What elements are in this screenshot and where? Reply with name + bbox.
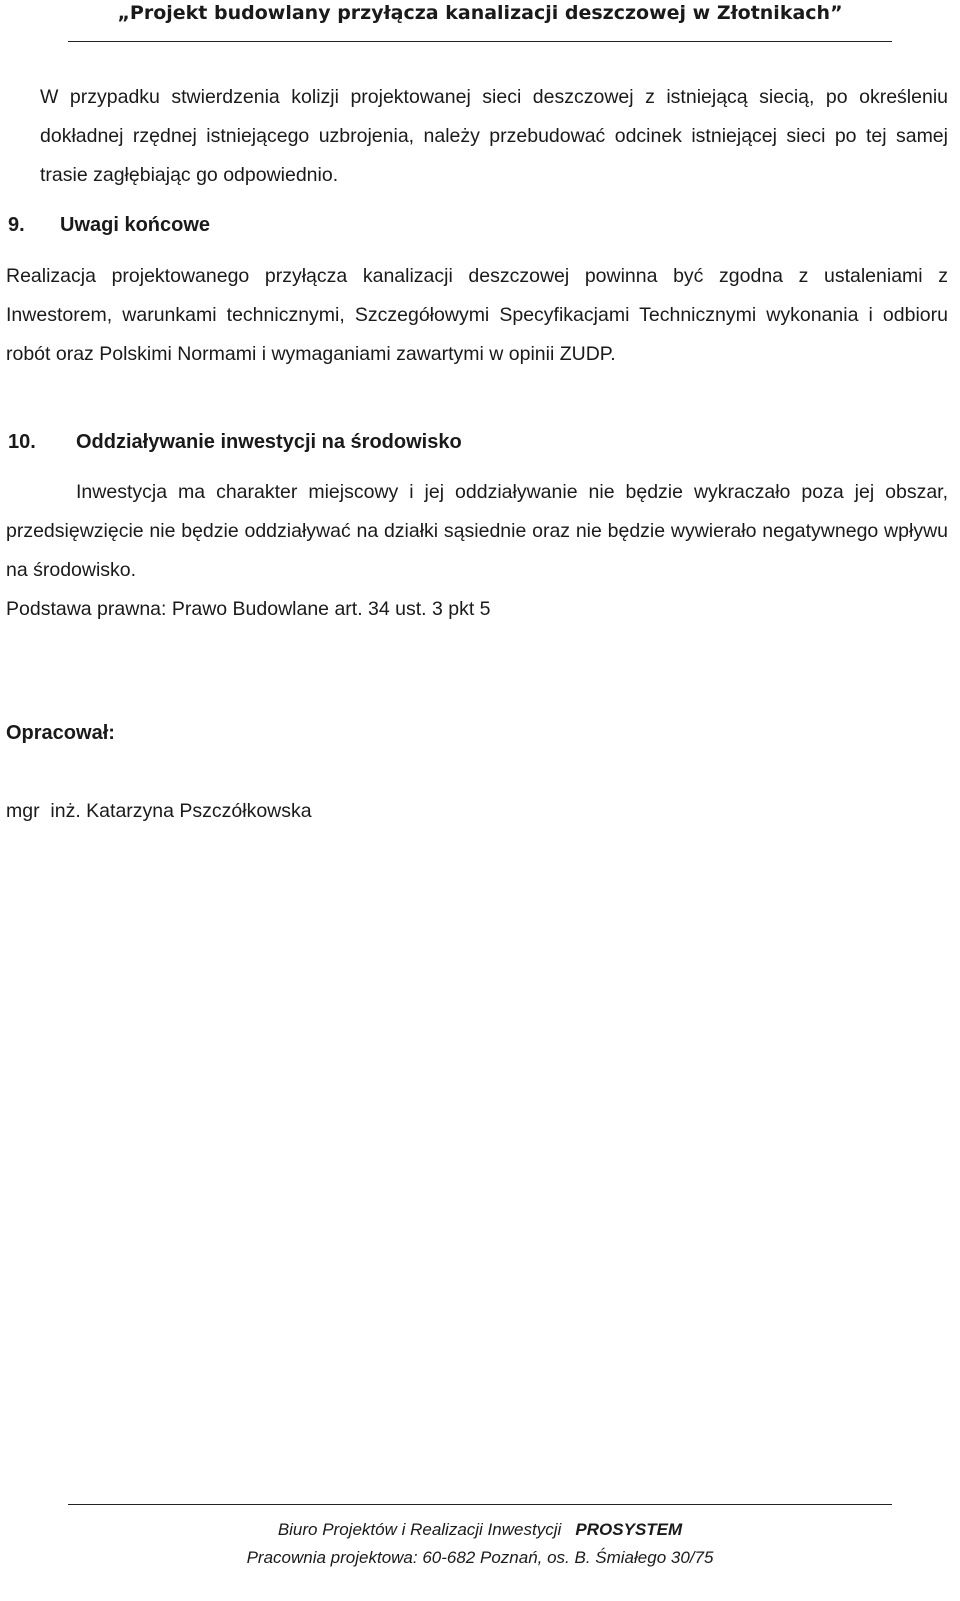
document-title: „Projekt budowlany przyłącza kanalizacji deszczowej w Złotnikach” — [117, 2, 843, 24]
author-name: mgr inż. Katarzyna Pszczółkowska — [6, 800, 312, 822]
section-9-title: Uwagi końcowe — [60, 214, 211, 236]
footer-office: Biuro Projektów i Realizacji Inwestycji — [277, 1520, 562, 1539]
section-9-number: 9. — [8, 214, 25, 236]
section-10-title: Oddziaływanie inwestycji na środowisko — [76, 431, 462, 453]
section-9-paragraph: Realizacja projektowanego przyłącza kanalizacji deszczowej powinna być zgodna z ustaleniami z Inwestorem, warunkami technicznymi, Szczegółowymi Specyfikacjami Technicznymi wykonania i odbioru robót oraz Polskimi Normami i wymaganiami zawartymi w opinii ZUDP. — [6, 265, 948, 365]
legal-basis: Podstawa prawna: Prawo Budowlane art. 34 ust. 3 pkt 5 — [6, 598, 491, 620]
section-9-heading — [8, 212, 210, 238]
section-10-heading — [8, 429, 462, 455]
footer-brand: PROSYSTEM — [575, 1520, 683, 1539]
footer-office-line — [0, 1519, 960, 1541]
header-divider — [68, 41, 892, 42]
footer-divider — [68, 1504, 892, 1505]
collision-paragraph: W przypadku stwierdzenia kolizji projektowanej sieci deszczowej z istniejącą siecią, po określeniu dokładnej rzędnej istniejącego uzbrojenia, należy przebudować odcinek istniejącej sieci po tej samej trasie zagłębiając go odpowiednio. — [40, 86, 948, 186]
prepared-by-label: Opracował: — [6, 722, 115, 744]
section-10-number: 10. — [8, 431, 36, 453]
section-10-text: Inwestycja ma charakter miejscowy i jej oddziaływanie nie będzie wykraczało poza jej obszar, przedsięwzięcie nie będzie oddziaływać na działki sąsiednie oraz nie będzie wywierało negatywnego wpływu na środowisko. — [6, 481, 948, 581]
footer-address: Pracownia projektowa: 60-682 Poznań, os. B. Śmiałego 30/75 — [246, 1548, 714, 1567]
section-10-paragraph — [6, 473, 948, 590]
